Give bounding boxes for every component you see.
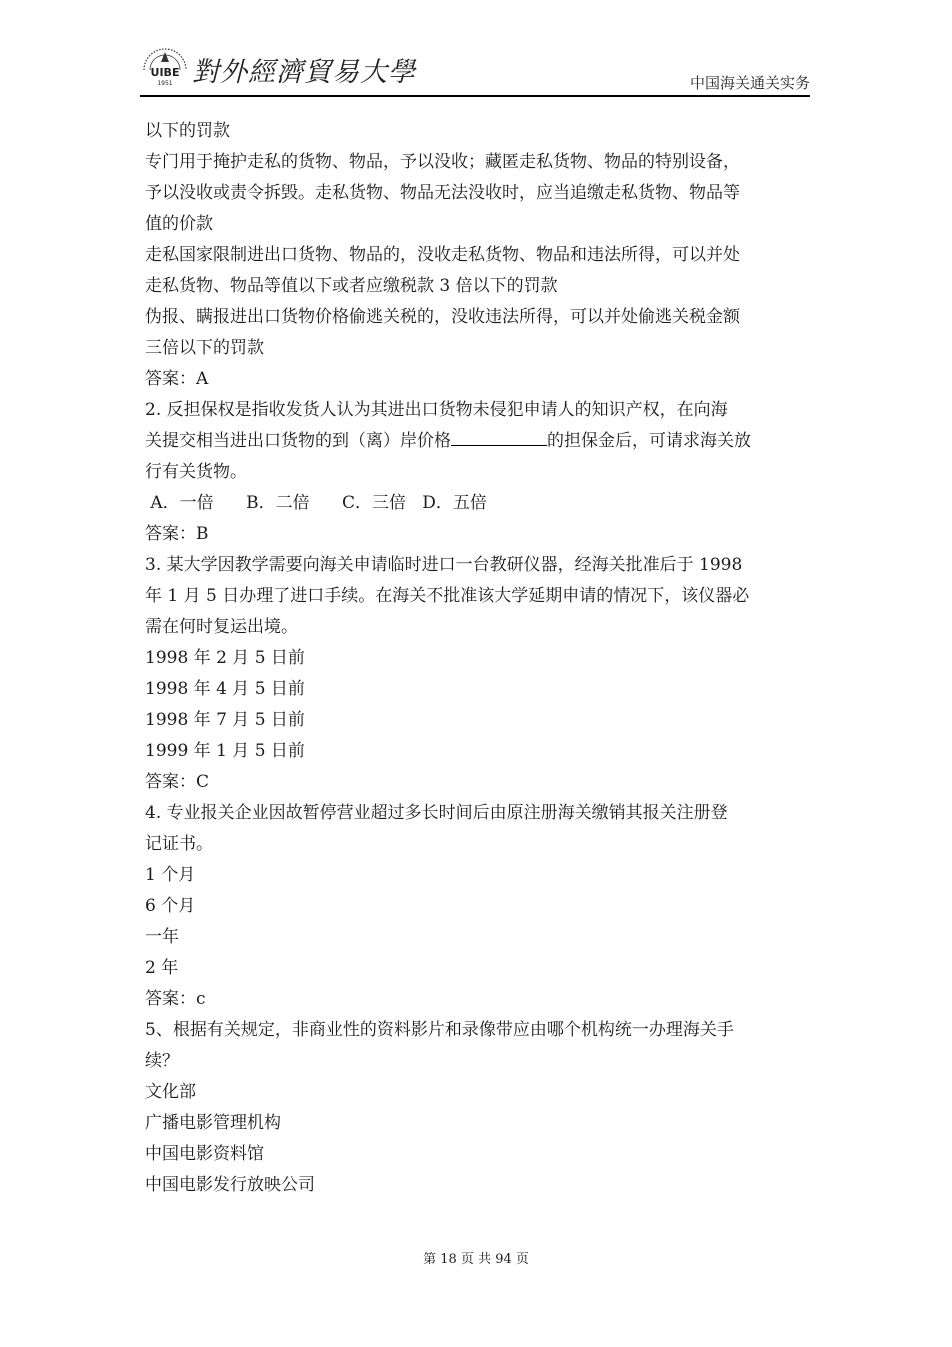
answer-line: 答案：C — [145, 772, 210, 792]
question-line — [145, 426, 809, 457]
fill-in-blank — [451, 427, 547, 446]
answer-line: 答案：c — [145, 989, 206, 1009]
option-line: 6 个月 — [145, 896, 196, 916]
option-line: 1999 年 1 月 5 日前 — [145, 741, 305, 761]
option-line: 广播电影管理机构 — [145, 1113, 281, 1133]
text-line: 专门用于掩护走私的货物、物品，予以没收；藏匿走私货物、物品的特别设备， — [145, 152, 740, 172]
svg-text:1951: 1951 — [157, 80, 173, 87]
text-line: 伪报、瞒报进出口货物价格偷逃关税的，没收违法所得，可以并处偷逃关税金额 — [145, 307, 740, 327]
question-text: 关提交相当进出口货物的到（离）岸价格 — [145, 431, 451, 451]
answer-line: 答案：A — [145, 369, 209, 389]
option-line: 一年 — [145, 927, 179, 947]
question-line: 5、根据有关规定，非商业性的资料影片和录像带应由哪个机构统一办理海关手 — [145, 1020, 734, 1040]
option-line: 1 个月 — [145, 865, 196, 885]
option-line: 1998 年 7 月 5 日前 — [145, 710, 305, 730]
question-text: 的担保金后，可请求海关放 — [547, 431, 751, 451]
option-line: 2 年 — [145, 958, 179, 978]
text-line: 值的价款 — [145, 214, 213, 234]
question-line: 行有关货物。 — [145, 462, 247, 482]
page-number-footer: 第 18 页 共 94 页 — [423, 1252, 529, 1267]
text-line: 走私货物、物品等值以下或者应缴税款 3 倍以下的罚款 — [145, 276, 558, 296]
university-name-calligraphy: 對外經濟貿易大學 — [192, 57, 416, 88]
question-line: 需在何时复运出境。 — [145, 617, 298, 637]
university-seal-logo — [140, 40, 190, 90]
text-line: 予以没收或责令拆毁。走私货物、物品无法没收时，应当追缴走私货物、物品等 — [145, 183, 740, 203]
question-line: 4. 专业报关企业因故暂停营业超过多长时间后由原注册海关缴销其报关注册登 — [145, 803, 728, 823]
question-line: 2. 反担保权是指收发货人认为其进出口货物未侵犯申请人的知识产权，在向海 — [145, 400, 728, 420]
document-title: 中国海关通关实务 — [689, 74, 810, 92]
question-line: 续？ — [145, 1051, 179, 1071]
question-line: 年 1 月 5 日办理了进口手续。在海关不批准该大学延期申请的情况下，该仪器必 — [145, 586, 750, 606]
text-line: 三倍以下的罚款 — [145, 338, 264, 358]
svg-text:UIBE: UIBE — [150, 66, 180, 79]
option-line: 1998 年 4 月 5 日前 — [145, 679, 305, 699]
option-line: 中国电影资料馆 — [145, 1144, 264, 1164]
question-line: 3. 某大学因教学需要向海关申请临时进口一台教研仪器，经海关批准后于 1998 — [145, 555, 743, 575]
option-line: 中国电影发行放映公司 — [145, 1175, 315, 1195]
answer-line: 答案：B — [145, 524, 209, 544]
option-line: 文化部 — [145, 1082, 196, 1102]
text-line: 走私国家限制进出口货物、物品的，没收走私货物、物品和违法所得，可以并处 — [145, 245, 740, 265]
question-line: 记证书。 — [145, 834, 213, 854]
option-line: 1998 年 2 月 5 日前 — [145, 648, 305, 668]
header-rule — [140, 95, 810, 97]
text-line: 以下的罚款 — [145, 121, 230, 141]
options-line: A．一倍 B．二倍 C．三倍 D．五倍 — [145, 493, 487, 513]
page-body — [145, 116, 809, 1201]
page-header — [140, 40, 810, 96]
